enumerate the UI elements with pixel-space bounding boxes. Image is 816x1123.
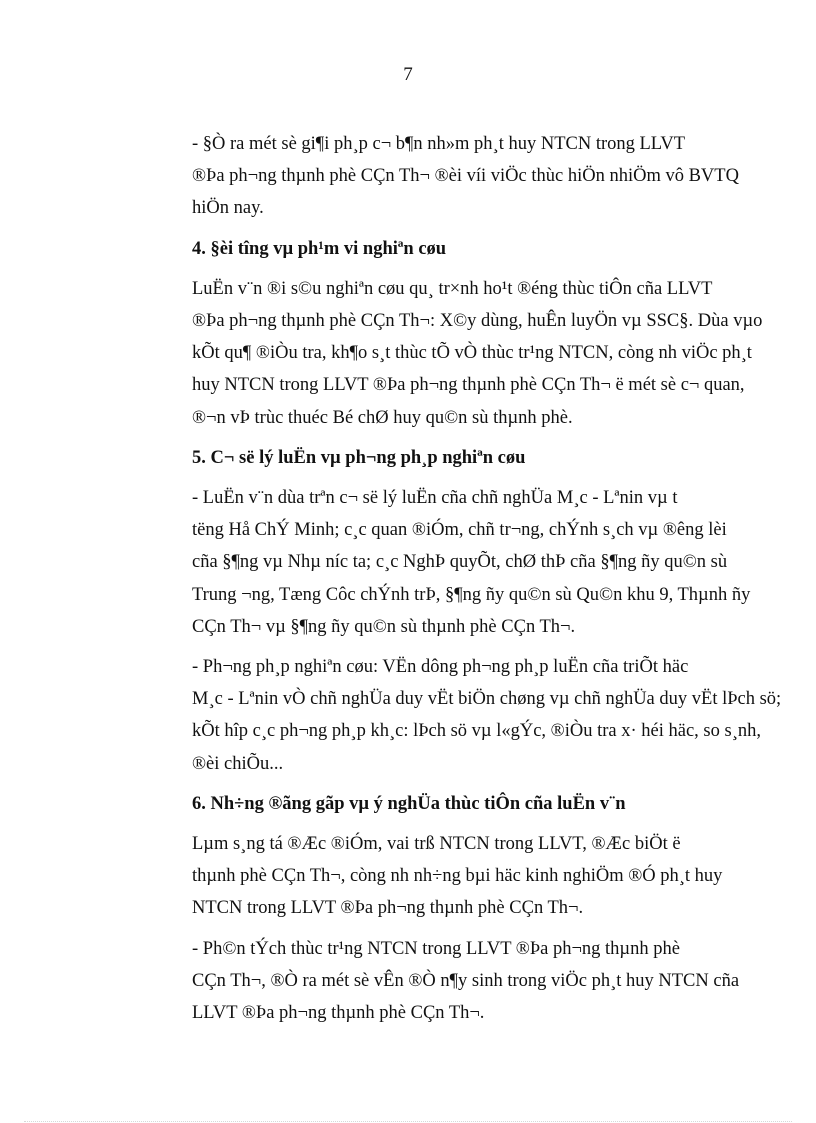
- text-line: ®¬n vÞ trùc thuéc Bé chØ huy qu©n sù thµnh phè.: [192, 407, 573, 428]
- text-line: LLVT ®Þa ph¬ng thµnh phè CÇn Th¬.: [192, 1003, 485, 1024]
- text-line: - Ph©n tÝch thùc tr¹ng NTCN trong LLVT ®Þa ph¬ng thµnh phè: [192, 938, 680, 959]
- document-body: [134, 128, 782, 1037]
- text-line: ®Þa ph¬ng thµnh phè CÇn Th¬ ®èi víi viÖc thùc hiÖn nhiÖm vô BVTQ: [192, 166, 739, 187]
- text-line: M¸c - Lªnin vÒ chñ nghÜa duy vËt biÖn chøng vµ chñ nghÜa duy vËt lÞch sö;: [192, 689, 782, 710]
- text-line: ®èi chiÕu...: [192, 753, 284, 774]
- text-line: kÕt qu¶ ®iÒu tra, kh¶o s¸t thùc tÕ vÒ thùc tr¹ng NTCN, còng nh viÖc ph¸t: [192, 343, 752, 364]
- text-line: CÇn Th¬ vµ §¶ng ñy qu©n sù thµnh phè CÇn Th¬.: [192, 616, 576, 637]
- paragraph-contributions: [134, 828, 740, 925]
- heading-text: 5. C¬ së lý luËn vµ ph¬ng ph¸p nghiªn cøu: [192, 447, 526, 468]
- paragraph-scope: [134, 273, 763, 434]
- paragraph-theory: [134, 482, 751, 643]
- text-line: LuËn v¨n ®i s©u nghiªn cøu qu¸ tr×nh ho¹t ®éng thùc tiÔn cña LLVT: [192, 278, 713, 299]
- heading-text: 4. §èi tîng vµ ph¹m vi nghiªn cøu: [192, 238, 447, 259]
- section-heading-4: [134, 233, 740, 265]
- text-line: - §Ò ra mét sè gi¶i ph¸p c¬ b¶n nh»m ph¸t huy NTCN trong LLVT: [192, 134, 686, 154]
- text-line: cña §¶ng vµ Nhµ níc ta; c¸c NghÞ quyÕt, chØ thÞ cña §¶ng ñy qu©n sù: [192, 552, 728, 573]
- text-line: hiÖn nay.: [192, 198, 264, 219]
- paragraph-objectives: [134, 128, 740, 225]
- text-line: tëng Hå ChÝ Minh; c¸c quan ®iÓm, chñ tr¬ng, chÝnh s¸ch vµ ®êng lèi: [192, 520, 727, 541]
- text-line: - LuËn v¨n dùa trªn c¬ së lý luËn cña chñ nghÜa M¸c - Lªnin vµ t: [192, 488, 678, 509]
- paragraph-analysis: [134, 933, 740, 1030]
- heading-text: 6. Nh÷ng ®ãng gãp vµ ý nghÜa thùc tiÔn cña luËn v¨n: [192, 793, 626, 814]
- text-line: thµnh phè CÇn Th¬, còng nh nh÷ng bµi häc kinh nghiÖm ®Ó ph¸t huy: [192, 866, 723, 887]
- text-line: NTCN trong LLVT ®Þa ph¬ng thµnh phè CÇn Th¬.: [192, 898, 584, 919]
- text-line: - Ph¬ng ph¸p nghiªn cøu: VËn dông ph¬ng ph¸p luËn cña triÕt häc: [192, 657, 689, 678]
- text-line: Lµm s¸ng tá ®Æc ®iÓm, vai trß NTCN trong LLVT, ®Æc biÖt ë: [192, 834, 681, 855]
- text-line: kÕt hîp c¸c ph¬ng ph¸p kh¸c: lÞch sö vµ l«gÝc, ®iÒu tra x· héi häc, so s¸nh,: [192, 721, 761, 742]
- section-heading-6: [134, 788, 740, 820]
- text-line: ®Þa ph¬ng thµnh phè CÇn Th¬: X©y dùng, huÊn luyÖn vµ SSC§. Dùa vµo: [192, 311, 763, 332]
- text-line: Trung ¬ng, Tæng Côc chÝnh trÞ, §¶ng ñy qu©n sù Qu©n khu 9, Thµnh ñy: [192, 584, 751, 605]
- text-line: CÇn Th¬, ®Ò ra mét sè vÊn ®Ò n¶y sinh trong viÖc ph¸t huy NTCN cña: [192, 970, 740, 991]
- page-number: 7: [403, 64, 413, 85]
- page-bottom-divider: [24, 1121, 792, 1122]
- section-heading-5: [134, 442, 740, 474]
- paragraph-methods: [134, 651, 782, 780]
- text-line: huy NTCN trong LLVT ®Þa ph¬ng thµnh phè CÇn Th¬ ë mét sè c¬ quan,: [192, 375, 745, 396]
